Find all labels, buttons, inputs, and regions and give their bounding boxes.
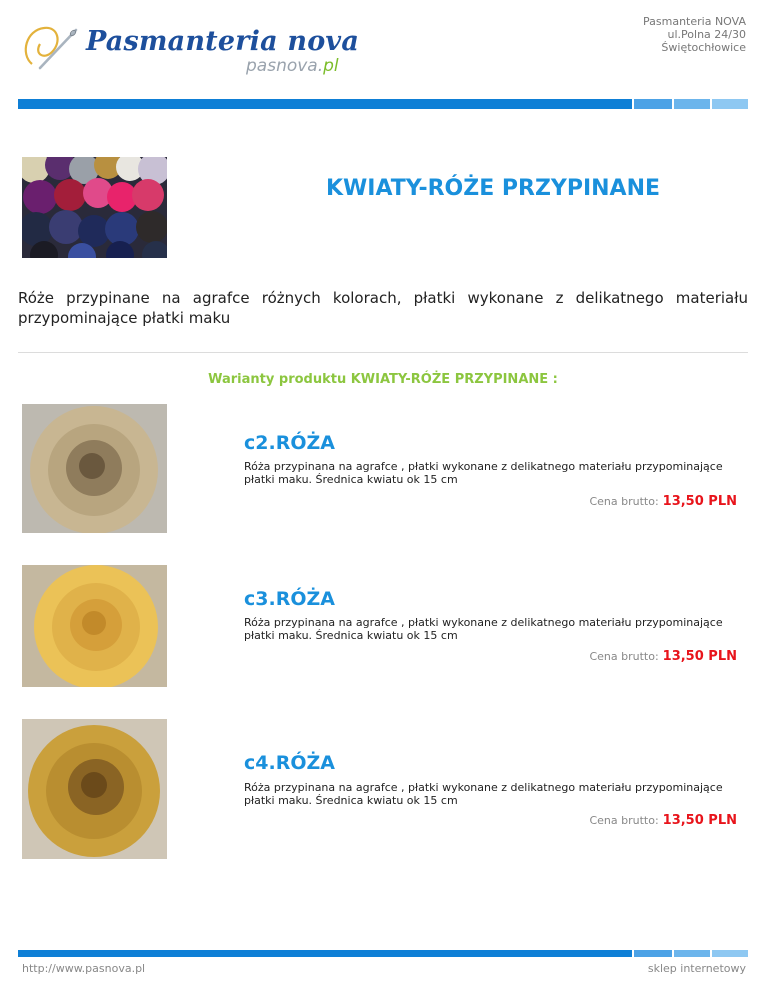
shop-address: [643, 15, 746, 54]
logo-domain-tld: pl: [323, 56, 339, 76]
price-label: Cena brutto:: [589, 814, 659, 827]
variant-price: [589, 649, 737, 664]
variant-name: c4.RÓŻA: [244, 752, 335, 774]
product-image-roses: [22, 157, 167, 258]
variant-price: [589, 494, 737, 509]
variant-description: Róża przypinana na agrafce , płatki wykonane z delikatnego materiału przypominające płatki maku. Średnica kwiatu ok 15 cm: [244, 616, 723, 642]
price-amount: 13,50 PLN: [662, 813, 737, 828]
variant-name: c3.RÓŻA: [244, 588, 335, 610]
variant-description: Róża przypinana na agrafce , płatki wykonane z delikatnego materiału przypominające płatki maku. Średnica kwiatu ok 15 cm: [244, 460, 723, 486]
price-amount: 13,50 PLN: [662, 649, 737, 664]
price-label: Cena brutto:: [589, 495, 659, 508]
price-label: Cena brutto:: [589, 650, 659, 663]
needle-thread-icon: [26, 28, 77, 68]
address-line: ul.Polna 24/30: [667, 28, 746, 41]
address-line: Pasmanteria NOVA: [643, 15, 746, 28]
divider: [18, 352, 748, 353]
variant-price: [589, 813, 737, 828]
variants-heading: Warianty produktu KWIATY-RÓŻE PRZYPINANE :: [208, 372, 558, 387]
address-line: Świętochłowice: [661, 41, 746, 54]
logo-domain: [246, 56, 339, 76]
variant-name: c2.RÓŻA: [244, 432, 335, 454]
variant-image: [22, 565, 167, 687]
logo-brand: Pasmanteria nova: [86, 26, 360, 57]
product-title: KWIATY-RÓŻE PRZYPINANE: [325, 176, 661, 201]
variant-image: [22, 719, 167, 859]
footer-url-link[interactable]: http://www.pasnova.pl: [22, 962, 146, 975]
logo-domain-main: pasnova.: [246, 56, 324, 76]
header-divider-bar: [18, 99, 748, 109]
variant-description: Róża przypinana na agrafce , płatki wykonane z delikatnego materiału przypominające płatki maku. Średnica kwiatu ok 15 cm: [244, 781, 723, 807]
variant-image: [22, 404, 167, 533]
price-amount: 13,50 PLN: [662, 494, 737, 509]
product-description: Róże przypinane na agrafce różnych kolorach, płatki wykonane z delikatnego materiału przypominające płatki maku: [18, 289, 748, 327]
footer-tagline: sklep internetowy: [647, 962, 746, 975]
footer-divider-bar: [18, 950, 748, 957]
